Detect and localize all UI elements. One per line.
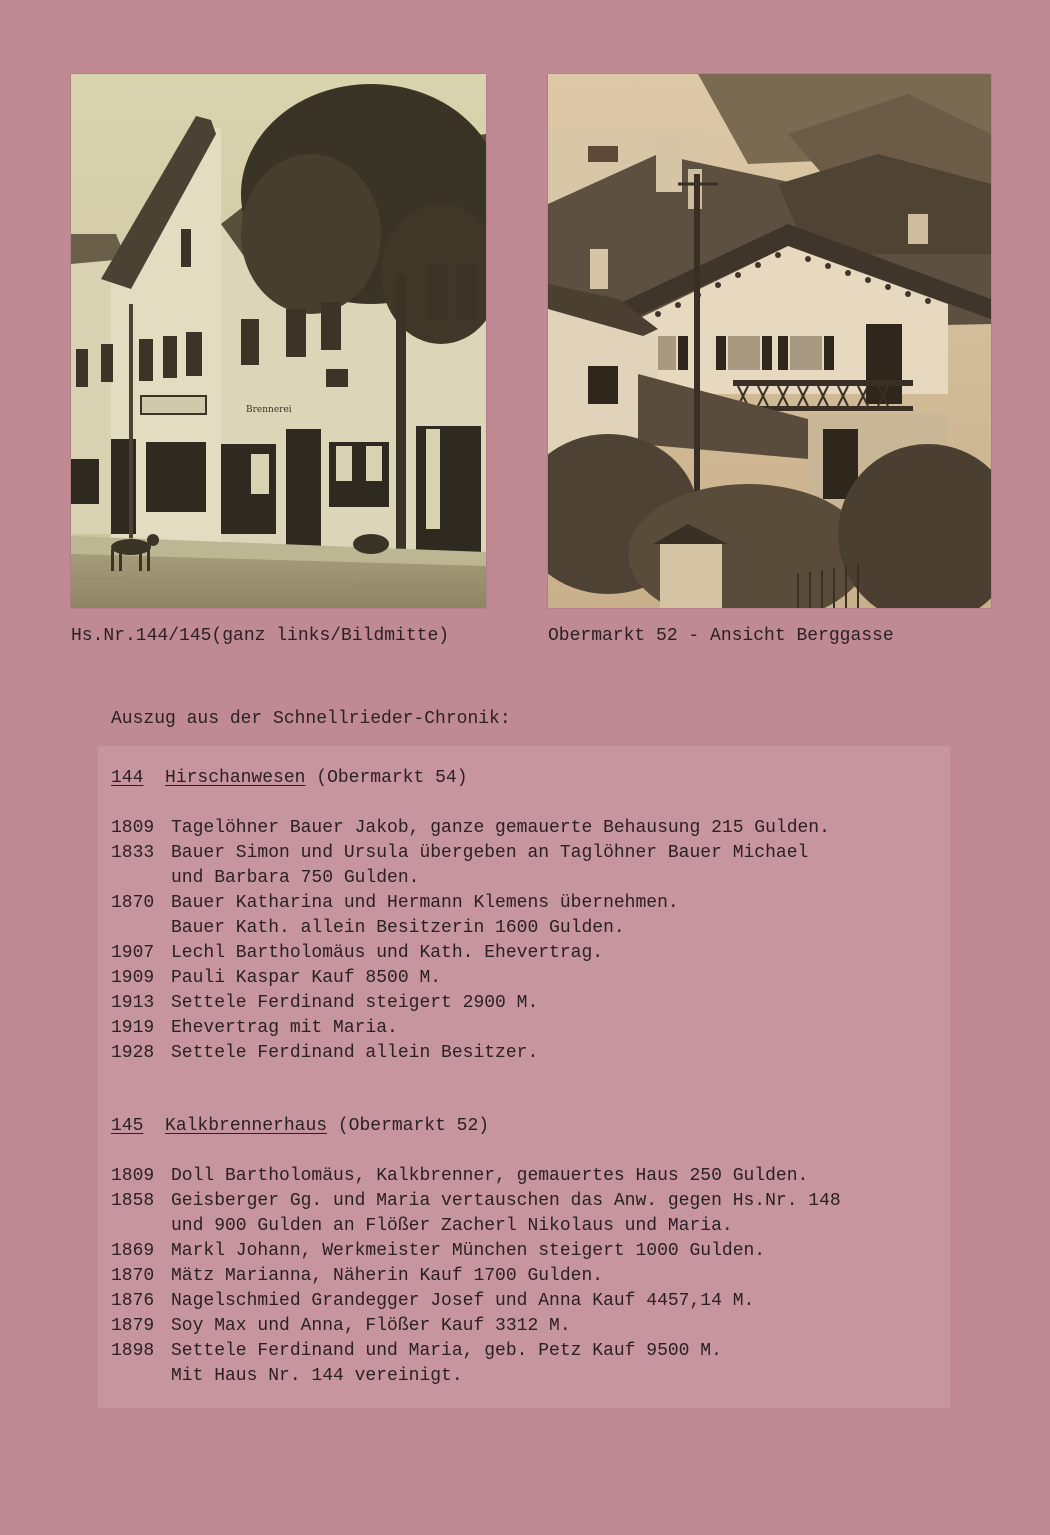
entry-year: 1919 (111, 1018, 155, 1038)
entry-text-line: Pauli Kaspar Kauf 8500 M. (171, 968, 442, 988)
entry-text-line: Settele Ferdinand allein Besitzer. (171, 1043, 539, 1063)
chronicle-entry (111, 1041, 941, 1066)
chronicle-entry (111, 1189, 941, 1239)
chronicle-entry (111, 1164, 941, 1189)
entry-text-line: Settele Ferdinand steigert 2900 M. (171, 993, 539, 1013)
photo-caption-left: Hs.Nr.144/145(ganz links/Bildmitte) (71, 626, 450, 646)
house-number: 145 (111, 1116, 144, 1136)
chronicle-entry (111, 1239, 941, 1264)
entry-text-line: Ehevertrag mit Maria. (171, 1018, 398, 1038)
entry-year: 1858 (111, 1191, 155, 1211)
entry-text (171, 991, 941, 1016)
entry-text-line: Geisberger Gg. und Maria vertauschen das Anw. gegen Hs.Nr. 148 (171, 1191, 841, 1211)
entry-text-line: Markl Johann, Werkmeister München steigert 1000 Gulden. (171, 1241, 766, 1261)
chronicle-section-144 (111, 766, 941, 1066)
chronicle-entry (111, 1339, 941, 1389)
entry-text (171, 1041, 941, 1066)
entry-year: 1809 (111, 1166, 155, 1186)
entry-year: 1870 (111, 1266, 155, 1286)
chronicle-entry (111, 816, 941, 841)
entry-text (171, 816, 941, 841)
entry-text-line: Bauer Simon und Ursula übergeben an Taglöhner Bauer Michael (171, 843, 809, 863)
chronicle-entry (111, 891, 941, 941)
entry-text (171, 1164, 941, 1189)
entry-year: 1870 (111, 893, 155, 913)
entry-text-line: Nagelschmied Grandegger Josef und Anna Kauf 4457,14 M. (171, 1291, 755, 1311)
entry-list (111, 816, 941, 1066)
entry-text-line: Lechl Bartholomäus und Kath. Ehevertrag. (171, 943, 604, 963)
entry-year: 1928 (111, 1043, 155, 1063)
photo-caption-right: Obermarkt 52 - Ansicht Berggasse (548, 626, 894, 646)
entry-year: 1876 (111, 1291, 155, 1311)
entry-year: 1869 (111, 1241, 155, 1261)
entry-text-line: Settele Ferdinand und Maria, geb. Petz Kauf 9500 M. (171, 1341, 722, 1361)
entry-year: 1809 (111, 818, 155, 838)
entry-text (171, 1289, 941, 1314)
section-heading (111, 1114, 941, 1139)
entry-list (111, 1164, 941, 1389)
entry-year: 1879 (111, 1316, 155, 1336)
entry-text (171, 1339, 941, 1389)
chronicle-entry (111, 1264, 941, 1289)
chronicle-entry (111, 841, 941, 891)
entry-text (171, 1314, 941, 1339)
chronicle-entry (111, 1016, 941, 1041)
entry-text-line: Doll Bartholomäus, Kalkbrenner, gemauertes Haus 250 Gulden. (171, 1166, 809, 1186)
chronicle-entry (111, 991, 941, 1016)
house-name: Kalkbrennerhaus (165, 1116, 328, 1136)
entry-text (171, 941, 941, 966)
chronicle-entry (111, 1289, 941, 1314)
entry-text-line: Mätz Marianna, Näherin Kauf 1700 Gulden. (171, 1266, 604, 1286)
house-address: (Obermarkt 52) (337, 1116, 490, 1136)
chronicle-intro: Auszug aus der Schnellrieder-Chronik: (111, 709, 511, 729)
photo-obermarkt-52-berggasse (548, 74, 991, 608)
entry-text-line: Bauer Kath. allein Besitzerin 1600 Gulden. (171, 918, 625, 938)
entry-text (171, 1016, 941, 1041)
chronicle-entry (111, 1314, 941, 1339)
entry-text (171, 1264, 941, 1289)
chronicle-section-145 (111, 1114, 941, 1389)
entry-text-line: Soy Max und Anna, Flößer Kauf 3312 M. (171, 1316, 571, 1336)
entry-text (171, 891, 941, 941)
chronicle-entry (111, 941, 941, 966)
photo-street-houses-144-145 (71, 74, 486, 608)
entry-year: 1909 (111, 968, 155, 988)
entry-year: 1833 (111, 843, 155, 863)
entry-text-line: Tagelöhner Bauer Jakob, ganze gemauerte Behausung 215 Gulden. (171, 818, 830, 838)
photo-sign-text: Brennerei (246, 405, 292, 415)
chronicle-entry (111, 966, 941, 991)
house-number: 144 (111, 768, 144, 788)
house-address: (Obermarkt 54) (316, 768, 468, 788)
section-heading (111, 766, 941, 791)
entry-year: 1907 (111, 943, 155, 963)
entry-text (171, 966, 941, 991)
entry-text-line: und 900 Gulden an Flößer Zacherl Nikolaus und Maria. (171, 1216, 733, 1236)
entry-year: 1898 (111, 1341, 155, 1361)
house-name: Hirschanwesen (165, 768, 306, 788)
entry-text-line: und Barbara 750 Gulden. (171, 868, 420, 888)
chronicle-excerpt-box (98, 746, 950, 1408)
entry-text (171, 1239, 941, 1264)
entry-text (171, 1189, 941, 1239)
entry-text-line: Mit Haus Nr. 144 vereinigt. (171, 1366, 463, 1386)
entry-text-line: Bauer Katharina und Hermann Klemens übernehmen. (171, 893, 679, 913)
entry-year: 1913 (111, 993, 155, 1013)
entry-text (171, 841, 941, 891)
